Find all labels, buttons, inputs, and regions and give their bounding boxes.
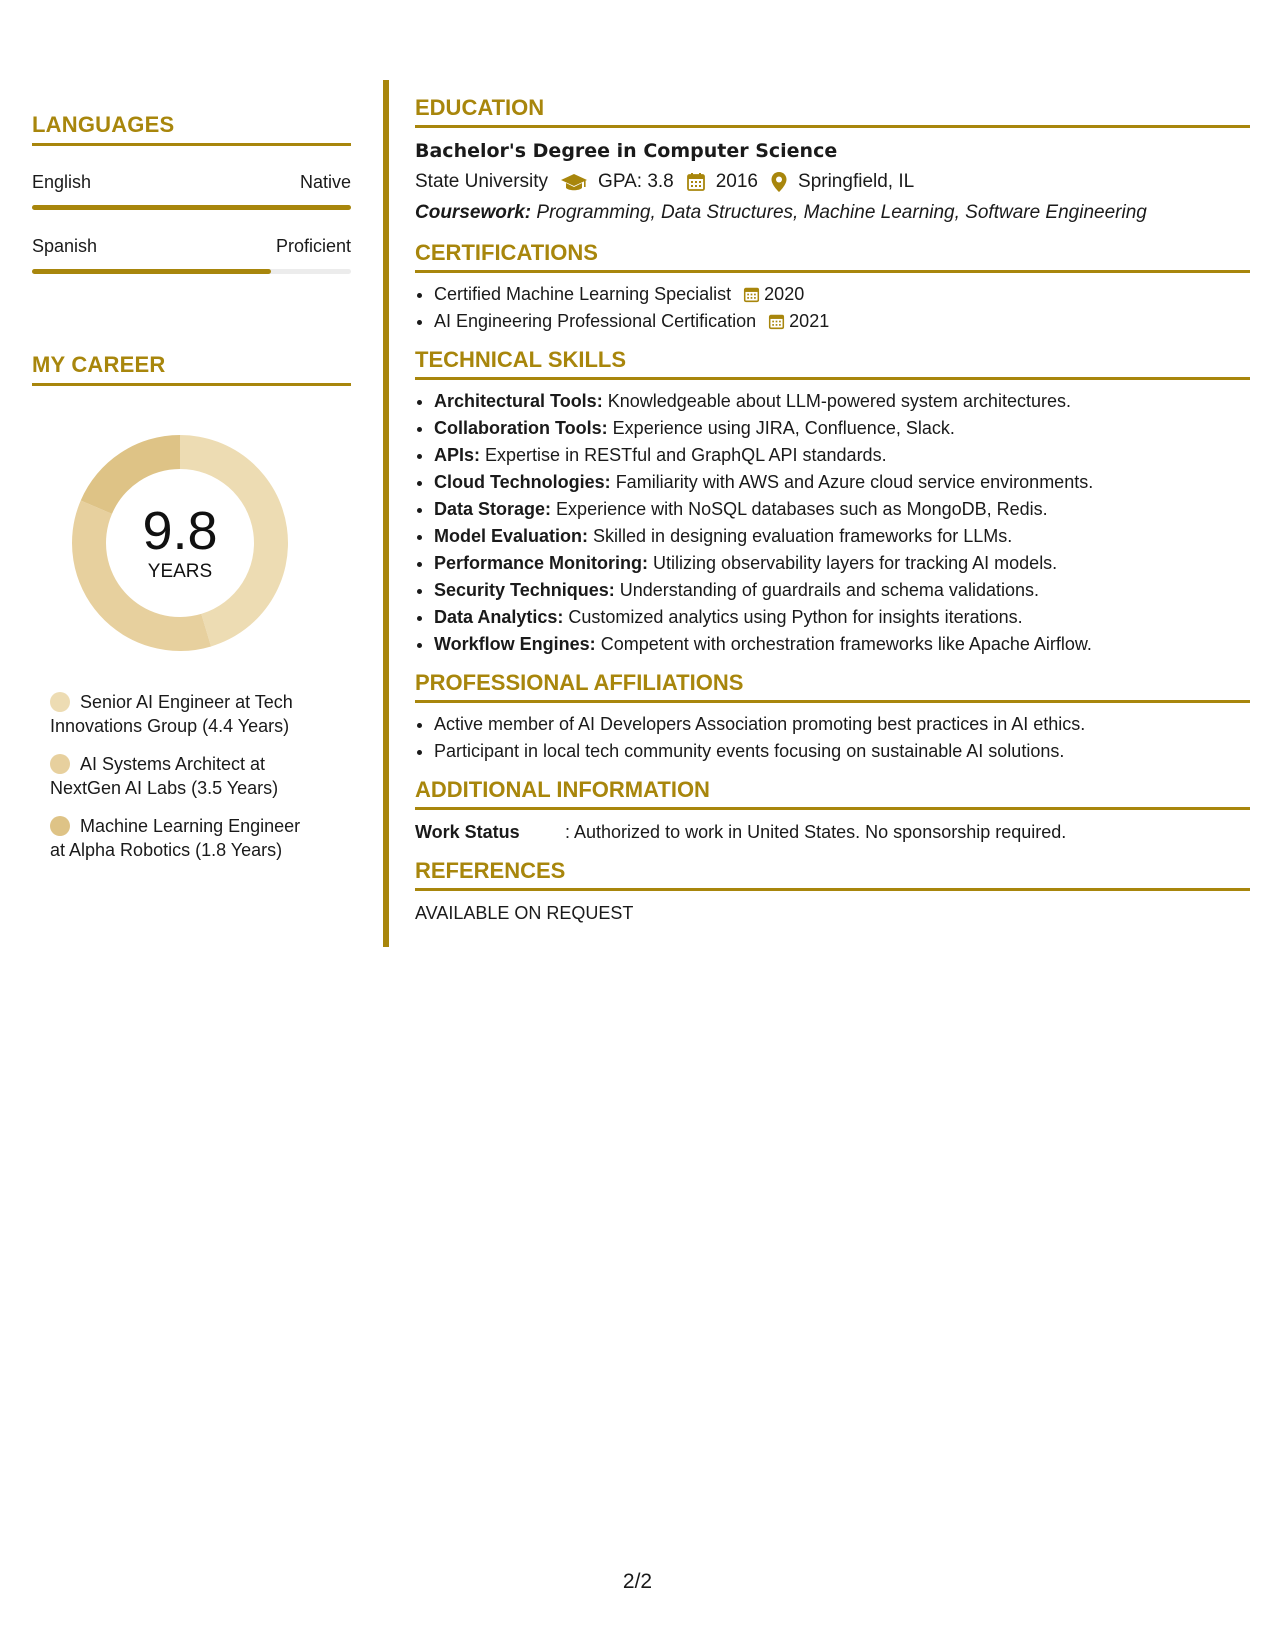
language-name: Spanish — [32, 236, 98, 256]
skill-text: Experience using JIRA, Confluence, Slack. — [612, 418, 955, 438]
career-label: Senior AI Engineer at Tech Innovations Group (4.4 Years) — [50, 692, 293, 736]
skill-label: Workflow Engines: — [434, 634, 596, 654]
skill-label: Security Techniques: — [434, 580, 615, 600]
language-name: English — [32, 172, 92, 192]
calendar-icon — [768, 313, 785, 330]
skill-item — [434, 604, 1250, 631]
work-status-row — [415, 818, 1250, 846]
language-bar — [32, 205, 351, 210]
coursework-text: Programming, Data Structures, Machine Learning, Software Engineering — [536, 202, 1147, 223]
skill-item — [434, 469, 1250, 496]
skill-item — [434, 631, 1250, 658]
work-status-key: Work Status — [415, 822, 520, 842]
career-legend-item — [50, 690, 320, 738]
affiliations-section — [415, 670, 1250, 765]
skill-item — [434, 388, 1250, 415]
legend-dot — [50, 816, 70, 836]
affiliation-item: • Participant in local tech community events focusing on sustainable AI solutions. — [434, 738, 1250, 765]
language-bar — [32, 269, 351, 274]
affiliations-title: PROFESSIONAL AFFILIATIONS — [415, 670, 1250, 703]
skill-label: Data Analytics: — [434, 607, 564, 627]
certification-year: 2021 — [789, 311, 830, 331]
career-legend-item — [50, 814, 320, 862]
coursework — [415, 197, 1250, 228]
left-column — [32, 112, 351, 876]
location: Springfield, IL — [798, 171, 915, 192]
certification-name: Certified Machine Learning Specialist — [434, 284, 732, 304]
coursework-label: Coursework: — [415, 202, 532, 223]
total-years-unit: YEARS — [147, 561, 213, 582]
skill-item — [434, 550, 1250, 577]
skill-label: APIs: — [434, 445, 481, 465]
page-number: 2/2 — [622, 1570, 653, 1593]
skill-text: Customized analytics using Python for insights iterations. — [568, 607, 1023, 627]
language-item — [32, 172, 351, 210]
affiliation-item: • Active member of AI Developers Association promoting best practices in AI ethics. — [434, 711, 1250, 738]
skills-title: TECHNICAL SKILLS — [415, 347, 1250, 380]
education-section — [415, 95, 1250, 228]
languages-title: LANGUAGES — [32, 112, 351, 146]
skill-text: Skilled in designing evaluation frameworks for LLMs. — [593, 526, 1013, 546]
career-label: AI Systems Architect at NextGen AI Labs (3.5 Years) — [50, 754, 279, 798]
additional-title: ADDITIONAL INFORMATION — [415, 777, 1250, 810]
skill-text: Experience with NoSQL databases such as MongoDB, Redis. — [556, 499, 1048, 519]
skill-item — [434, 442, 1250, 469]
skill-label: Model Evaluation: — [434, 526, 589, 546]
skill-text: Utilizing observability layers for tracking AI models. — [653, 553, 1058, 573]
skill-item — [434, 415, 1250, 442]
skill-label: Performance Monitoring: — [434, 553, 649, 573]
career-label: Machine Learning Engineer at Alpha Robotics (1.8 Years) — [50, 816, 301, 860]
language-item — [32, 236, 351, 274]
skill-text: Expertise in RESTful and GraphQL API standards. — [485, 445, 887, 465]
references-title: REFERENCES — [415, 858, 1250, 891]
additional-section — [415, 777, 1250, 846]
skill-label: Architectural Tools: — [434, 391, 603, 411]
language-bar-fill — [32, 269, 271, 274]
certifications-title: CERTIFICATIONS — [415, 240, 1250, 273]
total-years: 9.8 — [142, 501, 218, 561]
language-level: Native — [299, 172, 351, 192]
skill-label: Data Storage: — [434, 499, 552, 519]
skill-text: Familiarity with AWS and Azure cloud service environments. — [615, 472, 1094, 492]
skill-text: Knowledgeable about LLM-powered system architectures. — [607, 391, 1071, 411]
skill-item — [434, 523, 1250, 550]
right-column — [415, 95, 1250, 939]
calendar-icon — [686, 172, 706, 192]
references-text: AVAILABLE ON REQUEST — [415, 903, 634, 923]
certification-item — [434, 281, 1250, 308]
skill-text: Competent with orchestration frameworks like Apache Airflow. — [600, 634, 1092, 654]
map-pin-icon — [770, 171, 788, 193]
legend-dot — [50, 754, 70, 774]
career-donut — [65, 428, 295, 658]
certification-year: 2020 — [764, 284, 805, 304]
skill-item — [434, 577, 1250, 604]
career-legend — [32, 690, 351, 862]
skill-item — [434, 496, 1250, 523]
graduation-year: 2016 — [715, 171, 759, 192]
certification-item — [434, 308, 1250, 335]
gpa: GPA: 3.8 — [598, 171, 674, 192]
work-status-value: : Authorized to work in United States. No sponsorship required. — [565, 822, 1067, 842]
skill-label: Cloud Technologies: — [434, 472, 611, 492]
language-bar-fill — [32, 205, 351, 210]
certifications-section — [415, 240, 1250, 335]
degree: Bachelor's Degree in Computer Science — [415, 140, 838, 162]
skill-label: Collaboration Tools: — [434, 418, 608, 438]
career-title: MY CAREER — [32, 352, 351, 386]
graduation-cap-icon — [560, 172, 588, 192]
career-legend-item — [50, 752, 320, 800]
calendar-icon — [743, 286, 760, 303]
references-section — [415, 858, 1250, 927]
legend-dot — [50, 692, 70, 712]
language-level: Proficient — [275, 236, 351, 256]
certification-name: AI Engineering Professional Certification — [434, 311, 757, 331]
education-title: EDUCATION — [415, 95, 1250, 128]
skill-text: Understanding of guardrails and schema validations. — [619, 580, 1039, 600]
column-divider — [383, 80, 389, 947]
school: State University — [415, 171, 549, 192]
skills-section — [415, 347, 1250, 658]
education-meta — [415, 166, 1250, 197]
